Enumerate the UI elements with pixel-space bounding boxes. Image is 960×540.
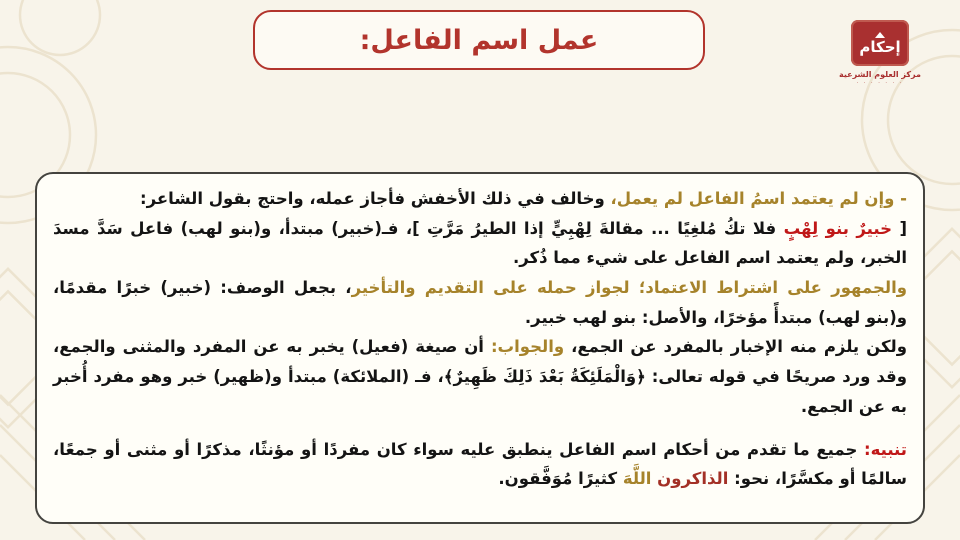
- text-segment: ولكن يلزم منه الإخبار بالمفرد عن الجمع،: [564, 337, 907, 357]
- text-segment: ، بجعل الوصف: (خبير) خبرًا مقدمًا، و(بنو لهب) مبتدأً مؤخرًا، والأصل: بنو لهب خبير.: [53, 278, 907, 327]
- text-segment: تنبيه:: [863, 439, 907, 459]
- text-segment: اللَّهَ: [622, 469, 652, 489]
- paragraph: [53, 214, 907, 273]
- paragraph: [53, 184, 907, 214]
- text-segment: - وإن لم يعتمد اسمُ الفاعل لم يعمل،: [604, 189, 907, 208]
- text-segment: الذاكرون: [651, 469, 729, 489]
- content-box: [35, 172, 925, 524]
- dome-icon: [875, 32, 885, 38]
- logo-subtitle: مركز العلوم الشرعية: [839, 70, 921, 79]
- text-segment: جميع ما تقدم من أحكام اسم الفاعل ينطبق عليه سواء كان مفردًا أو مؤنثًا، مذكرًا أو مثنى أو جمعًا، سالمًا أو مكسَّرًا، نحو:: [53, 439, 907, 489]
- logo-tagline: · · · · · · ·: [856, 80, 904, 86]
- text-segment: كثيرًا مُوَفَّقون.: [498, 469, 623, 489]
- text-segment: [: [892, 218, 907, 238]
- text-segment: والجواب:: [490, 337, 565, 357]
- text-segment: وخالف في ذلك الأخفش فأجاز عمله، واحتج بقول الشاعر:: [140, 189, 605, 208]
- text-segment: والجمهور على اشتراط الاعتماد؛ لجواز حمله على التقديم والتأخير: [351, 278, 907, 298]
- paragraph: [53, 332, 907, 421]
- logo-name: إحكام: [859, 37, 901, 56]
- text-segment: أن صيغة (فعيل) يخبر به عن المفرد والمثنى والجمع، وقد ورد صريحًا في قوله تعالى: ﴿وَالْمَلَئِكَةُ بَعْدَ ذَلِكَ ظَهِيرٌ﴾، فـ (الملائكة) مبتدأ و(ظهير) خبر وهو مفرد أُخبر به عن الجمع.: [53, 337, 907, 416]
- text-segment: فلا تكُ مُلغِيًا ... مقالةَ لِهْبِيٍّ إذا الطيرُ مَرَّتِ ]، فـ(خبير) مبتدأ، و(بنو لهب) فاعل سَدَّ مسدَ الخبر، ولم يعتمد اسم الفاعل على شيء مما ذُكر.: [53, 218, 907, 268]
- paragraph: [53, 273, 907, 332]
- page-title: عمل اسم الفاعل:: [359, 24, 599, 56]
- logo-mark: [851, 20, 909, 66]
- logo: [834, 20, 926, 86]
- text-segment: خبيرٌ بنو لِهْبٍ: [783, 218, 893, 238]
- content-paragraphs: [53, 184, 907, 494]
- paragraph: [53, 435, 907, 494]
- title-box: [253, 10, 705, 70]
